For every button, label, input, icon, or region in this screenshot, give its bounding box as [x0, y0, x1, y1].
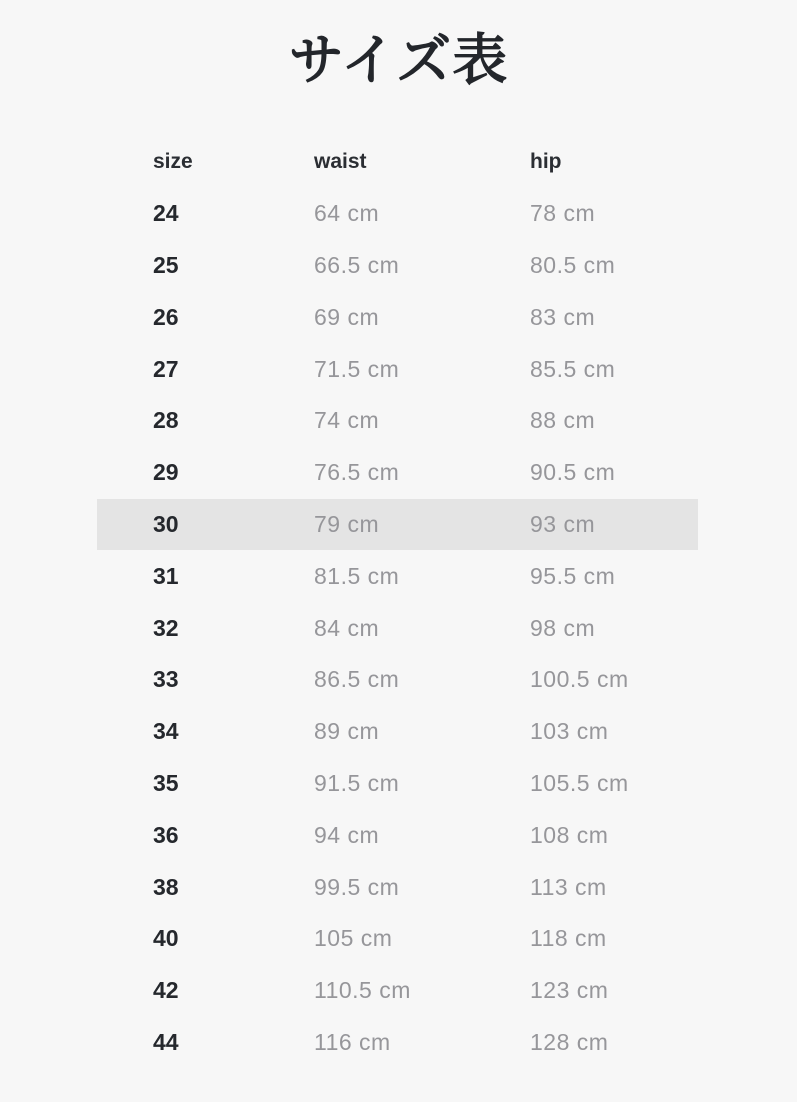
waist-value: 81.5 cm — [314, 562, 400, 589]
waist-value: 89 cm — [314, 718, 380, 745]
size-value: 29 — [153, 459, 179, 486]
waist-value: 71.5 cm — [314, 355, 400, 382]
size-value: 24 — [153, 200, 179, 227]
page-title: サイズ表 — [288, 29, 509, 91]
hip-value: 98 cm — [530, 614, 596, 641]
size-value: 28 — [153, 407, 179, 434]
table-row — [97, 654, 698, 706]
size-value: 38 — [153, 873, 179, 900]
size-value: 40 — [153, 925, 179, 952]
size-value: 35 — [153, 770, 179, 796]
hip-value: 128 cm — [530, 1028, 609, 1055]
waist-value: 64 cm — [314, 200, 380, 227]
table-row — [97, 861, 698, 913]
table-header-row — [97, 136, 698, 188]
hip-value: 93 cm — [530, 511, 596, 538]
waist-value: 94 cm — [314, 821, 380, 848]
table-row-highlighted — [97, 499, 698, 551]
table-row — [97, 965, 698, 1017]
hip-value: 118 cm — [530, 925, 607, 952]
waist-value: 99.5 cm — [314, 873, 400, 900]
table-row — [97, 758, 698, 810]
size-value: 32 — [153, 614, 179, 641]
table-row — [97, 550, 698, 602]
waist-value: 76.5 cm — [314, 459, 400, 486]
hip-value: 113 cm — [530, 873, 607, 900]
size-value: 26 — [153, 303, 179, 330]
table-row — [97, 343, 698, 395]
column-header-waist: waist — [314, 149, 367, 173]
column-header-hip: hip — [530, 149, 562, 173]
table-row — [97, 913, 698, 965]
waist-value: 69 cm — [314, 303, 380, 330]
hip-value: 88 cm — [530, 407, 596, 434]
size-table — [97, 136, 698, 1069]
table-row — [97, 395, 698, 447]
hip-value: 123 cm — [530, 977, 609, 1004]
table-row — [97, 809, 698, 861]
table-row — [97, 240, 698, 292]
table-row — [97, 706, 698, 758]
hip-value: 108 cm — [530, 821, 609, 848]
size-value: 44 — [153, 1028, 179, 1055]
hip-value: 90.5 cm — [530, 459, 616, 486]
hip-value: 103 cm — [530, 718, 609, 745]
hip-value: 95.5 cm — [530, 562, 616, 589]
size-value: 36 — [153, 821, 179, 848]
waist-value: 116 cm — [314, 1028, 391, 1055]
waist-value: 91.5 cm — [314, 770, 400, 796]
waist-value: 74 cm — [314, 407, 380, 434]
size-value: 34 — [153, 718, 179, 745]
size-value: 33 — [153, 666, 179, 693]
table-body — [97, 188, 698, 1069]
waist-value: 110.5 cm — [314, 977, 411, 1004]
table-row — [97, 447, 698, 499]
waist-value: 66.5 cm — [314, 252, 400, 279]
waist-value: 79 cm — [314, 511, 380, 538]
table-row — [97, 1017, 698, 1069]
waist-value: 105 cm — [314, 925, 393, 952]
hip-value: 100.5 cm — [530, 666, 629, 693]
waist-value: 86.5 cm — [314, 666, 400, 693]
table-row — [97, 188, 698, 240]
size-value: 30 — [153, 511, 179, 538]
size-value: 27 — [153, 355, 179, 382]
size-value: 31 — [153, 562, 179, 589]
column-header-size: size — [153, 149, 193, 173]
hip-value: 85.5 cm — [530, 355, 616, 382]
table-row — [97, 291, 698, 343]
hip-value: 78 cm — [530, 200, 596, 227]
hip-value: 83 cm — [530, 303, 596, 330]
size-value: 42 — [153, 977, 179, 1004]
waist-value: 84 cm — [314, 614, 380, 641]
hip-value: 105.5 cm — [530, 770, 629, 796]
hip-value: 80.5 cm — [530, 252, 616, 279]
size-value: 25 — [153, 252, 179, 279]
table-row — [97, 602, 698, 654]
